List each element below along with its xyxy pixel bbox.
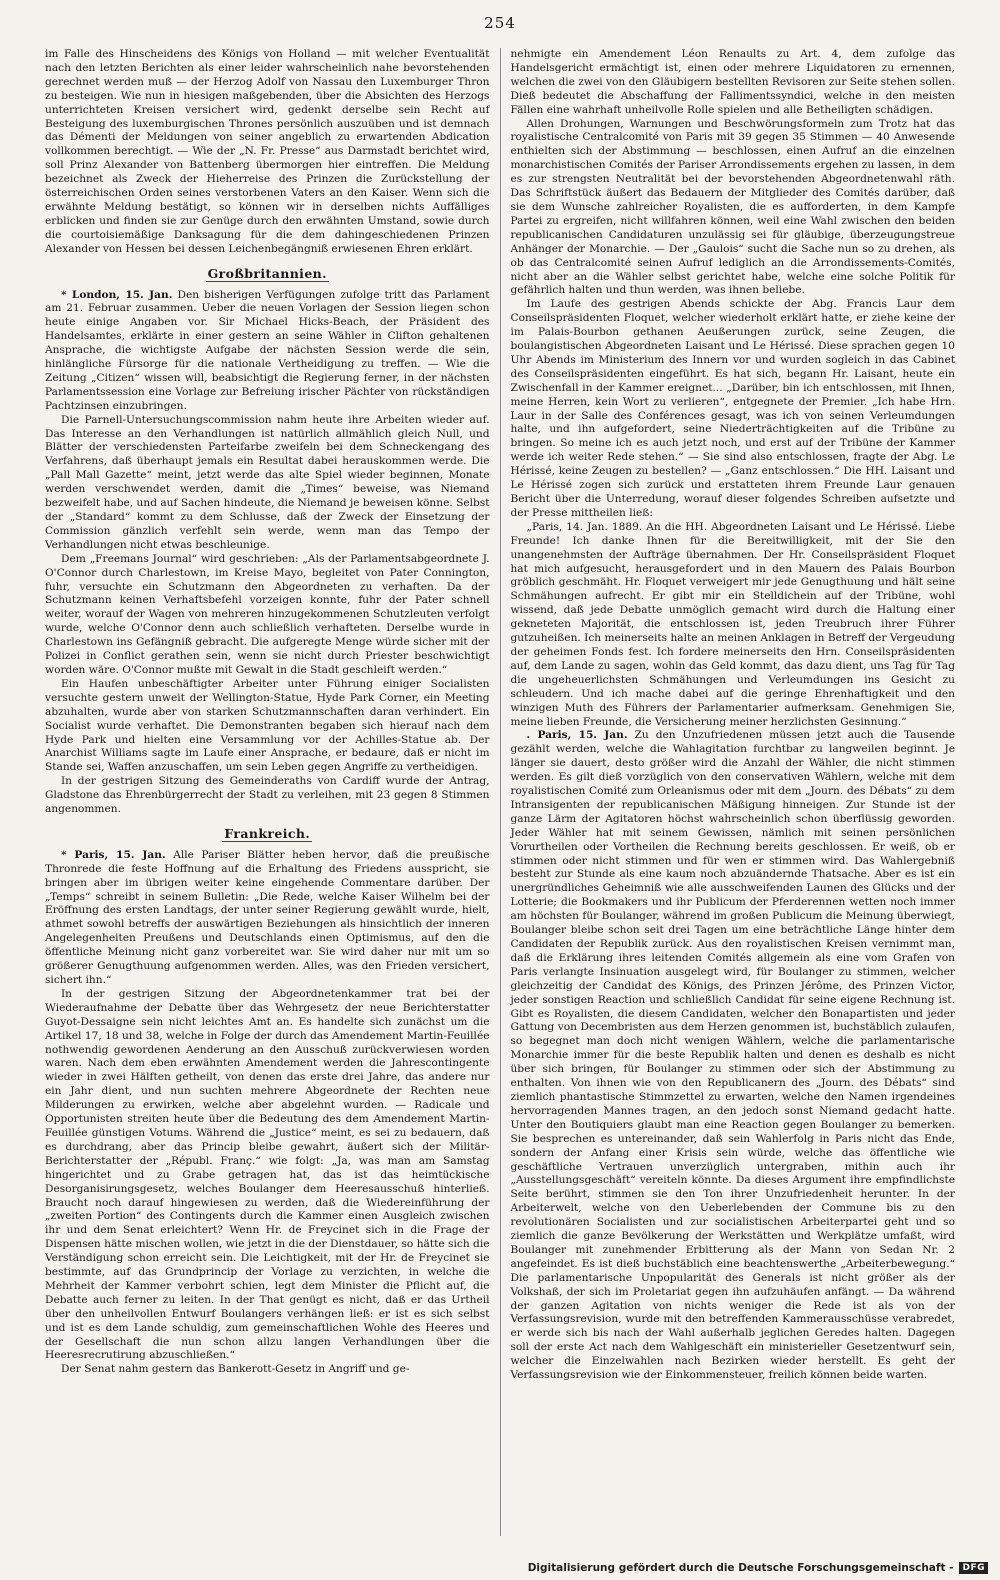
left-column — [45, 48, 490, 1536]
section-heading-gb — [45, 267, 490, 281]
paragraph-fr-3: Der Senat nahm gestern das Bankerott-Gesetz in Angriff und ge- — [61, 1363, 410, 1376]
column-divider — [500, 48, 501, 1536]
paragraph-gb-1 — [45, 289, 490, 414]
paragraph-right-2: Allen Drohungen, Warnungen und Beschwörungsformeln zum Trotz hat das royalistische Centralcomité von Paris mit 39 gegen 35 Stimmen — 40 Anwesende enthielten sich der Abstimmung — beschlossen, einen Aufruf an die einzelnen monarchistischen Comités der Pariser Arrondissements ergehen zu lassen, in dem es zur strengsten Neutralität bei der bevorstehenden Abgeordnetenwahl räth. Das Schriftstück äußert das Bedauern der Mitglieder des Comités darüber, daß sie dem Wunsche zahlreicher Royalisten, die es aufforderten, in dem Kampfe Partei zu ergreifen, nicht willfahren können, weil eine Wahl zwischen den beiden republicanischen Candidaturen unzulässig sei für gläubige, überzeugungstreue Anhänger der Monarchie. — Der „Gaulois“ sucht die Sache nun so zu drehen, als ob das Centralcomité seinen Aufruf lediglich an die Arrondissements-Comités, nicht aber an die Wähler selbst gerichtet habe, welche eine solche Politik für gefährlich halten und thun werden, was ihnen beliebe. — [510, 117, 955, 297]
paragraph-gb-4: Ein Haufen unbeschäftigter Arbeiter unter Führung einiger Socialisten versuchte gestern unweit der Wellington-Statue, Hyde Park Corner, ein Meeting abzuhalten, wurde aber von starken Schutzmannschaften daran verhindert. Ein Socialist wurde verhaftet. Die Demonstranten begaben sich hierauf nach dem Hyde Park und hielten eine Versammlung vor der Achilles-Statue ab. Der Anarchist Williams sagte im Laufe einer Ansprache, er bedaure, daß er nicht im Stande sei, Waffen anzuschaffen, um sein Leben gegen Angriffe zu vertheidigen. — [45, 677, 490, 774]
dateline-paris: * Paris, 15. Jan. — [61, 848, 166, 861]
paragraph-fr-1 — [45, 849, 490, 988]
section-heading-fr — [45, 827, 490, 841]
dateline-paris-2: . Paris, 15. Jan. — [526, 729, 628, 742]
paragraph-fr-2: In der gestrigen Sitzung der Abgeordnetenkammer trat bei der Wiederaufnahme der Debatte über das Wehrgesetz der neue Berichterstatter Guyot-Dessaigne sein nicht leichtes Amt an. Es handelte sich zunächst um die Artikel 17, 18 und 38, welche in Folge der durch das Amendement Martin-Feuillée nothwendig gewordenen Aenderung an den Ausschuß zurückverwiesen worden waren. Nach dem eben erwähnten Amendement werden die Jahrescontingente wieder in zwei Hälften getheilt, von denen das erste drei Jahre, das andere nur ein Jahr dient, und nun suchten mehrere Abgeordnete der Rechten neue Milderungen zu erwirken, welche aber abgelehnt wurden. — Radicale und Opportunisten streiten heute über die Bedeutung des dem Amendement Martin-Feuillée günstigen Votums. Während die „Justice“ meint, es sei zu bedauern, daß es durchdrang, aber das Princip bleibe gewahrt, äußert sich der Militär-Berichterstatter der „Républ. Franç.“ wie folgt: „Ja, was man am Samstag hingerichtet und zu Grabe getragen hat, das ist das heimtückische Desorganisirungsgesetz, welches Boulanger dem Heeresausschuß hinterließ. Braucht noch darauf hingewiesen zu werden, daß die Wiedereinführung der „zweiten Portion“ des Contingents durch die Kammer einen Ausgleich zwischen ihr und dem Senat erleichtert? Wenn Hr. de Freycinet sich in die Frage der Dispensen hätte mischen wollen, wie jetzt in die der Dienstdauer, so hätte sich die Verständigung schon erreicht sein. Die Leichtigkeit, mit der Hr. de Freycinet sie bestimmte, auf das Grundprincip der Vorlage zu verzichten, in welche die Mehrheit der Kammer verbohrt schien, legt dem Minister die Pflicht auf, die Debatte auch ferner zu leiten. In der That genügt es nicht, daß er das Urtheil über den unheilvollen Entwurf Boulangers verhängen ließ: er ist es sich selbst und ist es dem Lande schuldig, zum gemeinschaftlichen Wohle des Heeres und der Gesellschaft die nun schon allzu langen Verhandlungen über die Heeresrecrutirung abzuschließen.“ — [45, 987, 490, 1362]
paragraph-right-4-text: Zu den Unzufriedenen müssen jetzt auch die Tausende gezählt werden, welche die Wahlagitation furchtbar zu langweilen beginnt. Je länger sie dauert, desto größer wird die Anzahl der Wähler, die nicht stimmen werden. Es gilt dieß vorzüglich von den conservativen Wählern, welche mit dem royalistischen Comité zum Orleanismus oder mit dem „Journ. des Débats“ zu dem Intransigenten der republicanischen Mäßigung hinneigen. Zur Stunde ist der ganze Lärm der Agitatoren höchst wahrscheinlich schon überflüssig geworden. Jeder Wähler hat mit seinem Gewissen, nämlich mit seinen persönlichen Vorurtheilen oder Vortheilen die Rechnung bereits geschlossen. Er weiß, ob er stimmen oder nicht stimmen und für wen er stimmen wird. Das Wahlergebniß besteht zur Stunde als eine kaum noch abzuändernde Thatsache. Aber es ist ein unergründliches Geheimniß wie alle ausschweifenden Launen des Glücks und der Lotterie; die Bookmakers und ihr Publicum der Pferderennen wetten noch immer am höchsten für Boulanger, während im großen Publicum die Meinung überwiegt, Boulanger bleibe schon seit drei Tagen um eine beträchtliche Länge hinter dem Candidaten der Republik zurück. Aus den royalistischen Kreisen vernimmt man, daß die Erklärung ihres leitenden Comités allgemein als eine vom Grafen von Paris verlangte Insinuation ausgelegt wird, für Boulanger zu stimmen, welcher gleichzeitig der Candidat des Königs, des Prinzen Jérôme, des Prinzen Victor, jeder sonstigen Reaction und schließlich Candidat für seine eigene Rechnung ist. Gibt es Royalisten, die diesem Candidaten, welcher den Bonapartisten und jeder Gattung von Decembristen aus dem Herzen genommen ist, buchstäblich zulaufen, so begegnet man doch nicht wenigen Wählern, welche die parlamentarische Monarchie immer für die beste Republik halten und denen es deshalb es nicht über sich bringen, für Boulanger zu stimmen oder sich der Abstimmung zu enthalten. Von ihnen wie von den Republicanern des „Journ. des Débats“ sind ziemlich phantastische Stimmzettel zu erwarten, welche den Namen irgendeines hervorragenden Mannes tragen, an den jedoch sonst Niemand gedacht hatte. Unter den Boutiquiers glaubt man eine Reaction gegen Boulanger zu bemerken. Sie besprechen es untereinander, daß sein Wahlerfolg in Paris nicht das Ende, sondern der Anfang einer Krisis sein würde, welche das öffentliche wie geschäftliche Vertrauen unverzüglich untergraben, mithin auch ihr „Ausstellungsgeschäft“ vereiteln könnte. Da dieses Argument ihre empfindlichste Seite berührt, stimmen sie den Ton ihrer Unzufriedenheit herunter. In der Arbeiterwelt, welche von den Ueberlebenden der Commune bis zu den revolutionären Socialisten und zur socialistischen Arbeiterpartei geht und so ziemlich die ganze Bevölkerung der Werkstätten und Werkplätze umfaßt, wird Boulanger mit zunehmender Erbitterung als der Mann von Sedan Nr. 2 angefeindet. Es ist dieß buchstäblich eine beachtenswerthe „Arbeiterbewegung.“ Die parlamentarische Unpopularität des Generals ist nicht größer als der Volkshaß, der sich im Proletariat gegen ihn aufzuhäufen anfängt. — Da während der ganzen Agitation von nichts weniger die Rede ist als von der Verfassungsrevision, wurde mit den betreffenden Kammerausschüsse verabredet, er werde sich bis nach der Wahl außerhalb jeglichen Geredes halten. Dagegen soll der erste Act nach dem Wahlgeschäft ein ministerieller Gesetzentwurf sein, welcher die Einzelwahlen nach Bezirken wieder herstellt. Es geht der Verfassungsrevision wie der Einkommensteuer, freilich können beide warten. — [510, 729, 955, 1382]
paragraph-gb-5: In der gestrigen Sitzung des Gemeinderaths von Cardiff wurde der Antrag, Gladstone das Ehrenbürgerrecht der Stadt zu verleihen, mit 23 gegen 8 Stimmen angenommen. — [45, 775, 490, 816]
dateline-london: * London, 15. Jan. — [61, 288, 173, 301]
paragraph-gb-2: Die Parnell-Untersuchungscommission nahm heute ihre Arbeiten wieder auf. Das Interesse an den Verhandlungen ist natürlich allmählich gleich Null, und Blätter der verschiedensten Parteifarbe zweifeln bei dem Schneckengang des Verfahrens, daß überhaupt jemals ein Resultat dabei herauskommen werde. Die „Pall Mall Gazette“ meint, jetzt werde das alte Spiel wieder beginnen, Monate werden verschwendet werden, damit die „Times“ beweise, was Niemand bezweifelt habe, und auf Sachen hindeute, die Niemand je beweisen könne. Selbst der „Standard“ kommt zu dem Schlusse, daß der Zweck der Einsetzung der Commission gänzlich verfehlt sein werde, wenn man das Tempo der Verhandlungen nicht etwas beschleunige. — [45, 413, 490, 551]
page-number: 254 — [484, 14, 516, 32]
paragraph-right-1: nehmigte ein Amendement Léon Renaults zu Art. 4, dem zufolge das Handelsgericht ermächtigt ist, einen oder mehrere Liquidatoren zu ernennen, welchen die zwei von den Gläubigern bestellten Revisoren zur Seite stehen sollen. Dieß bedeutet die Abschaffung der Fallimentssyndici, welche in den meisten Fällen eine wahrhaft unheilvolle Rolle spielen und alle Betheiligten schädigen. — [510, 48, 955, 116]
paragraph-fr-1-text: Alle Pariser Blätter heben hervor, daß die preußische Thronrede die feste Hoffnung auf die Erhaltung des Friedens ausspricht, sie bringen aber im übrigen weiter keine eingehende Commentare darüber. Der „Temps“ schreibt in seinem Bulletin: „Die Rede, welche Kaiser Wilhelm bei der Eröffnung des ersten Landtags, der unter seiner Regierung gewählt wurde, hielt, athmet sowohl betreffs der auswärtigen Beziehungen als hinsichtlich der inneren Angelegenheiten Preußens und Deutschlands einen Optimismus, auf den die öffentliche Meinung nicht ganz vorbereitet war. Sie wird daher nur mit um so größerer Genugthuung aufgenommen werden. Alles, was den Frieden versichert, sichert ihn.“ — [45, 848, 490, 986]
right-column — [510, 48, 955, 1536]
footer-credit — [528, 1562, 988, 1574]
dfg-logo: DFG — [959, 1562, 988, 1574]
article-columns — [45, 48, 955, 1536]
section-heading-fr-text: Frankreich. — [224, 825, 311, 841]
section-heading-gb-text: Großbritannien. — [207, 265, 327, 281]
paragraph-gb-3: Dem „Freemans Journal“ wird geschrieben: „Als der Parlamentsabgeordnete J. O'Connor durch Charlestown, im Kreise Mayo, begleitet von Pater Connington, fuhr, versuchte ein Schutzmann den Abgeordneten zu verhaften. Da der Schutzmann keinen Verhaftsbefehl vorzeigen konnte, fuhr der Pater schnell weiter, worauf der Wagen von mehreren hinzugekommenen Schutzleuten verfolgt wurde, welche O'Connor denn auch schließlich verhafteten. Derselbe wurde in Charlestown ins Gefängniß gebracht. Die aufgeregte Menge würde sicher mit der Polizei in Conflict gerathen sein, wenn sie nicht durch Priester beschwichtigt worden wäre. O'Connor mußte mit Gewalt in die Stadt geschleift werden.“ — [45, 552, 490, 676]
paragraph-gb-1-text: Den bisherigen Verfügungen zufolge tritt das Parlament am 21. Februar zusammen. Ueber die neuen Vorlagen der Session liegen schon heute einige Angaben vor. Sir Michael Hicks-Beach, der Präsident des Handelsamtes, erklärte in einer gestern an seine Wähler in Clifton gehaltenen Ansprache, die wichtigste Aufgabe der nächsten Session werde die sein, hinlängliche Fürsorge für die nationale Vertheidigung zu treffen. — Wie die Zeitung „Citizen“ wissen will, beabsichtigt die Regierung ferner, in der nächsten Parlamentssession eine Vorlage zur Befreiung irischer Pächter von rückständigen Pachtzinsen einzubringen. — [45, 288, 490, 412]
paragraph-intro: im Falle des Hinscheidens des Königs von Holland — mit welcher Eventualität nach den letzten Berichten als einer leider wahrscheinlich nahe bevorstehenden gerechnet werden muß — der Herzog Adolf von Nassau den Luxemburger Thron zu besteigen. Wie nun in hiesigen maßgebenden, über die Absichten des Herzogs unterrichteten Kreisen versichert wird, gedenkt derselbe sein Recht auf Besteigung des luxemburgischen Thrones persönlich auszuüben und ist demnach das Démenti der Meldungen von seiner angeblich zu erwartenden Abdication vollkommen berechtigt. — Wie der „N. Fr. Presse“ aus Darmstadt berichtet wird, soll Prinz Alexander von Battenberg übermorgen hier eintreffen. Die Meldung bezeichnet als Zweck der Hieherreise des Prinzen die Zurückstellung der österreichischen Orden seines verstorbenen Vaters an den Kaiser. Wenn sich die erwähnte Meldung bestätigt, so können wir in derselben nichts Auffälliges erblicken und finden sie zur Genüge durch den erwähnten Umstand, sowie durch die courtoisiemäßige Danksagung für die dem dahingeschiedenen Prinzen Alexander von Hessen bei dessen Leichenbegängniß erwiesenen Ehren erklärt. — [45, 48, 490, 255]
footer-text: Digitalisierung gefördert durch die Deutsche Forschungsgemeinschaft - — [527, 1562, 954, 1574]
paragraph-letter: „Paris, 14. Jan. 1889. An die HH. Abgeordneten Laisant und Le Hérissé. Liebe Freunde! Ich danke Ihnen für die Bereitwilligkeit, mit der Sie den unangenehmsten der Aufträge übernahmen. Der Hr. Conseilspräsident Floquet hat mich aufgesucht, herausgefordert und in den Mauern des Palais Bourbon gröblich geschmäht. Hr. Floquet verweigert mir jede Genugthuung und hält seine Schmähungen aufrecht. Er gibt mir ein Stelldichein auf der Tribüne, wohl wissend, daß jede Debatte unmöglich gemacht wird durch die Haltung einer gekneteten Majorität, die entschlossen ist, jeden Treubruch ihrer Führer gutzuheißen. Ich meinerseits halte an meinen Anklagen in Betreff der Vergeudung der geheimen Fonds fest. Ich fordere meinerseits den Hrn. Conseilspräsidenten auf, dem Lande zu sagen, wohin das Geld kommt, das dazu dient, uns Tag für Tag die ungeheuerlichsten Schmähungen und Verleumdungen ins Gesicht zu schleudern. Und ich mache dabei auf die geringe Ehrenhaftigkeit und den winzigen Muth des Führers der Parlamentarier aufmerksam. Genehmigen Sie, meine lieben Freunde, die Versicherung meiner herzlichsten Gesinnung.“ — [510, 520, 955, 728]
paragraph-right-4 — [510, 729, 955, 1383]
paragraph-right-3: Im Laufe des gestrigen Abends schickte der Abg. Francis Laur dem Conseilspräsidenten Floquet, welcher wiederholt erklärt hatte, er ziehe keine der im Palais-Bourbon gethanen Aeußerungen zurück, seine Zeugen, die boulangistischen Abgeordneten Laisant und Le Hérissé. Diese sprachen gegen 10 Uhr Abends im Ministerium des Innern vor und wurden sogleich in das Cabinet des Conseilspräsidenten eingeführt. Es hat sich, begann Hr. Laisant, heute ein Zwischenfall in der Kammer ereignet... „Darüber, bin ich entschlossen, mit Ihnen, meine Herren, kein Wort zu verlieren“, entgegnete der Premier. „Ich habe Hrn. Laur in der Salle des Conférences gesagt, was ich von seinen Verleumdungen halte, und ihn aufgefordert, seine Niederträchtigkeiten auf die Tribüne zu bringen. So meine ich es auch jetzt noch, und erst auf der Tribüne der Kammer werde ich weiter Rede stehen.“ — Sie sind also entschlossen, fragte der Abg. Le Hérissé, keine Zeugen zu bestellen? — „Ganz entschlossen.“ Die HH. Laisant und Le Hérissé zogen sich zurück und erstatteten ihrem Freunde Laur genauen Bericht über die Unterredung, worauf dieser folgendes Schreiben aufsetzte und der Presse mittheilen ließ: — [510, 298, 955, 519]
